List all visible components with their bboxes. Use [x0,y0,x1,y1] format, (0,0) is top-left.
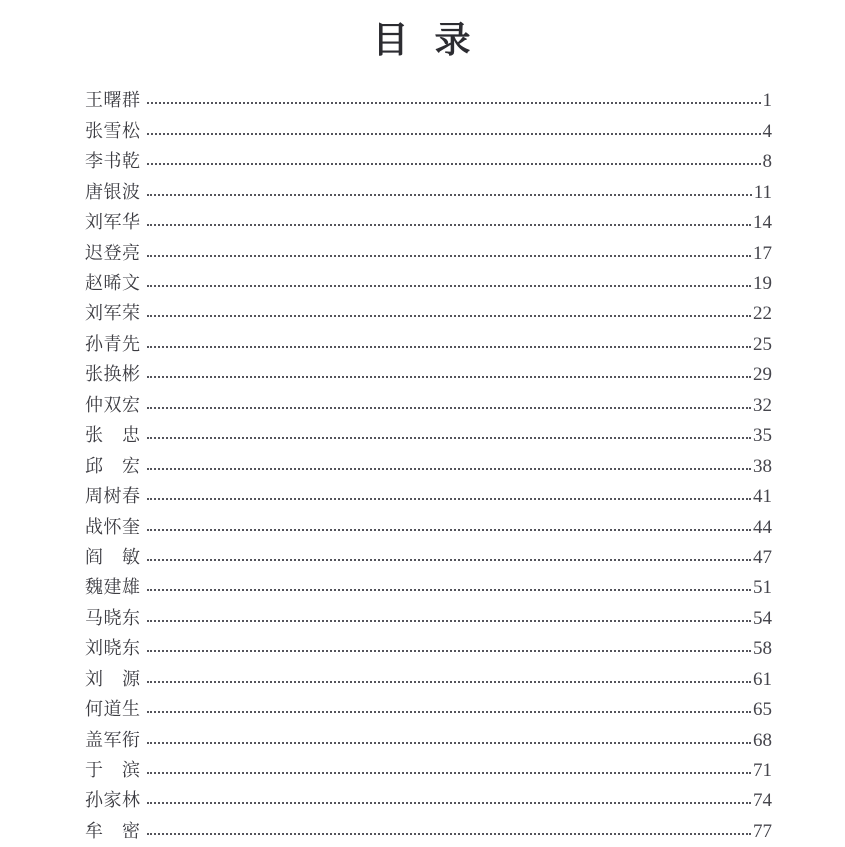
entry-page-number: 68 [753,729,772,751]
toc-list [85,86,772,847]
dotted-leader [147,194,752,196]
entry-page-number: 71 [753,760,772,782]
entry-name: 刘晓东 [85,638,141,659]
toc-entry [85,239,772,269]
entry-page-number: 58 [753,638,772,660]
entry-name: 王曙群 [85,90,141,111]
entry-page-number: 65 [753,699,772,721]
entry-name: 张 忠 [85,425,141,446]
entry-name: 阎 敏 [85,546,141,567]
entry-name: 唐银波 [85,181,141,202]
dotted-leader [147,833,752,835]
entry-page-number: 54 [753,607,772,629]
entry-name: 周树春 [85,486,141,507]
toc-entry [85,452,772,482]
entry-page-number: 44 [753,516,772,538]
toc-entry [85,269,772,299]
dotted-leader [147,802,752,804]
entry-name: 刘军华 [85,212,141,233]
dotted-leader [147,559,752,561]
entry-page-number: 11 [753,181,772,203]
toc-entry [85,695,772,725]
entry-page-number: 22 [753,303,772,325]
toc-entry [85,208,772,238]
toc-entry [85,482,772,512]
dotted-leader [147,437,752,439]
dotted-leader [147,711,752,713]
dotted-leader [147,376,752,378]
entry-name: 张换彬 [85,364,141,385]
dotted-leader [147,133,761,135]
entry-page-number: 19 [753,273,772,295]
dotted-leader [147,407,752,409]
entry-page-number: 14 [753,212,772,234]
toc-entry [85,543,772,573]
dotted-leader [147,742,752,744]
entry-name: 孙青先 [85,333,141,354]
entry-page-number: 32 [753,394,772,416]
entry-name: 赵晞文 [85,273,141,294]
dotted-leader [147,529,752,531]
toc-entry [85,756,772,786]
toc-entry [85,86,772,116]
entry-page-number: 77 [753,820,772,842]
entry-name: 刘 源 [85,668,141,689]
toc-entry [85,513,772,543]
entry-name: 战怀奎 [85,516,141,537]
toc-entry [85,665,772,695]
toc-entry [85,299,772,329]
dotted-leader [147,255,752,257]
entry-page-number: 25 [753,333,772,355]
entry-page-number: 35 [753,425,772,447]
dotted-leader [147,346,752,348]
toc-entry [85,147,772,177]
entry-page-number: 47 [753,546,772,568]
toc-entry [85,178,772,208]
entry-page-number: 8 [762,151,772,173]
toc-entry [85,573,772,603]
entry-name: 仲双宏 [85,394,141,415]
entry-page-number: 29 [753,364,772,386]
toc-entry [85,634,772,664]
dotted-leader [147,163,761,165]
dotted-leader [147,285,752,287]
entry-name: 孙家林 [85,790,141,811]
entry-name: 盖军衔 [85,729,141,750]
dotted-leader [147,772,752,774]
toc-entry [85,786,772,816]
entry-page-number: 4 [762,120,772,142]
toc-entry [85,360,772,390]
entry-page-number: 38 [753,455,772,477]
entry-name: 张雪松 [85,120,141,141]
dotted-leader [147,498,752,500]
dotted-leader [147,650,752,652]
page-title: 目 录 [372,20,473,60]
entry-name: 邱 宏 [85,455,141,476]
dotted-leader [147,224,752,226]
toc-entry [85,421,772,451]
entry-page-number: 1 [762,90,772,112]
entry-page-number: 17 [753,242,772,264]
toc-entry [85,604,772,634]
dotted-leader [147,589,752,591]
toc-entry [85,817,772,847]
entry-page-number: 74 [753,790,772,812]
entry-name: 何道生 [85,699,141,720]
entry-page-number: 51 [753,577,772,599]
entry-name: 迟登亮 [85,242,141,263]
entry-page-number: 61 [753,668,772,690]
dotted-leader [147,681,752,683]
entry-name: 刘军荣 [85,303,141,324]
toc-entry [85,726,772,756]
entry-name: 马晓东 [85,607,141,628]
entry-name: 于 滨 [85,760,141,781]
entry-name: 李书乾 [85,151,141,172]
toc-entry [85,391,772,421]
dotted-leader [147,468,752,470]
dotted-leader [147,620,752,622]
toc-entry [85,117,772,147]
entry-page-number: 41 [753,486,772,508]
toc-entry [85,330,772,360]
entry-name: 魏建雄 [85,577,141,598]
entry-name: 牟 密 [85,820,141,841]
dotted-leader [147,315,752,317]
dotted-leader [147,102,761,104]
